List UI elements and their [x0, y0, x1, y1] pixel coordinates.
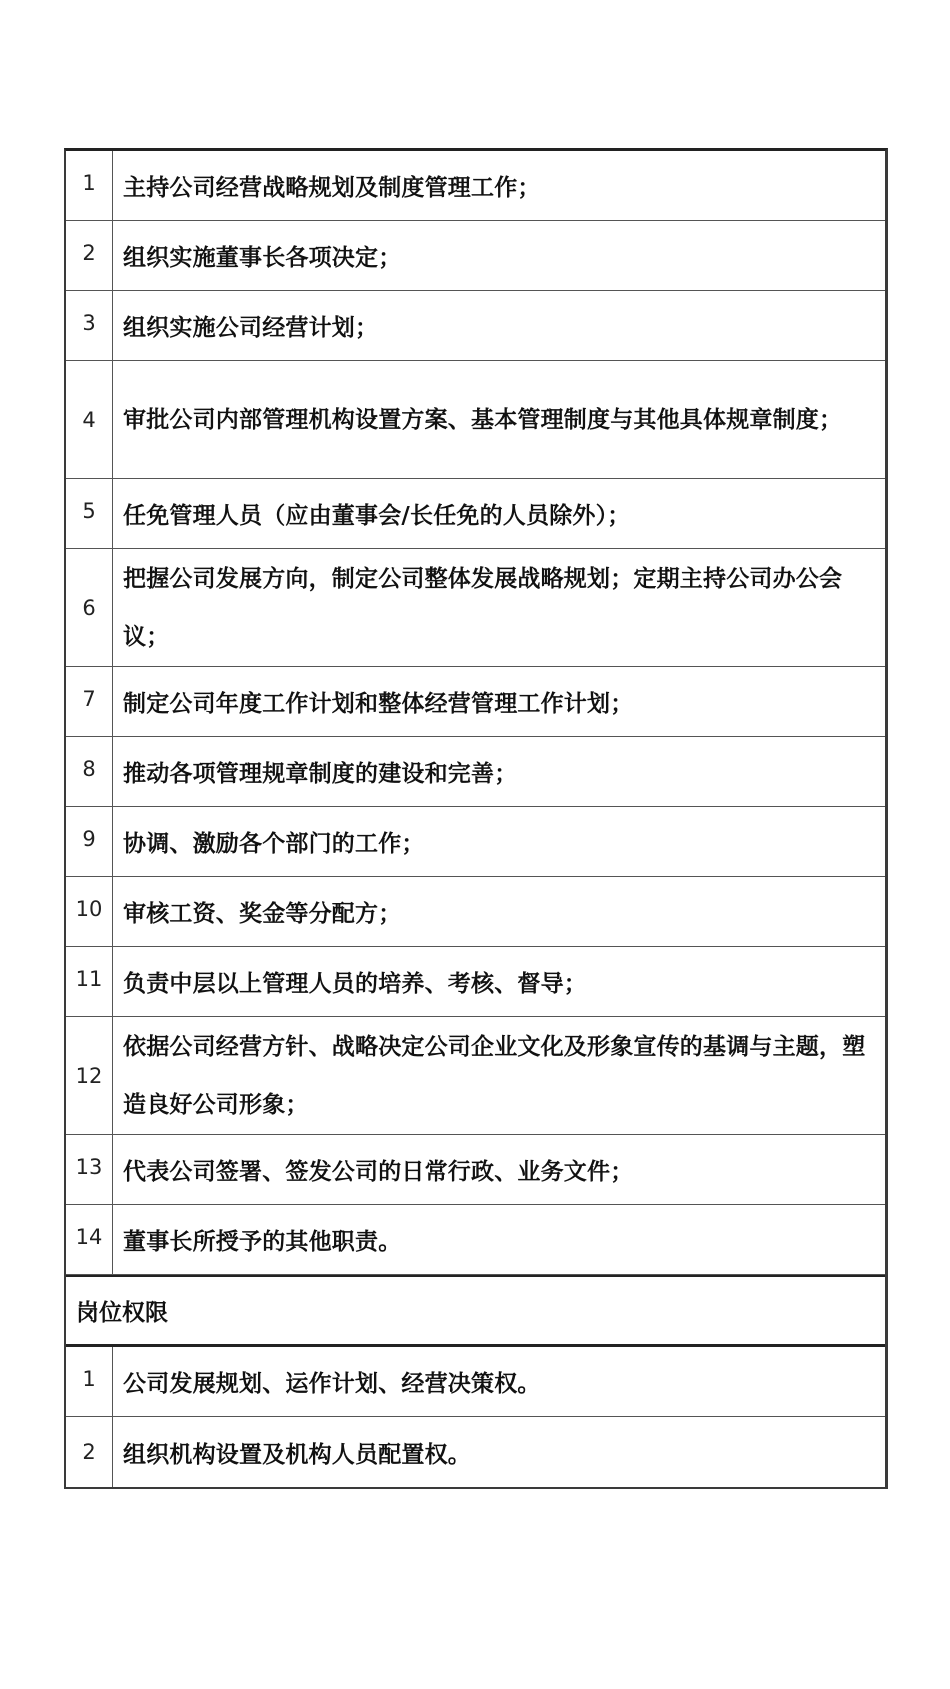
row-number: 2: [66, 1417, 113, 1487]
row-number: 14: [66, 1205, 113, 1274]
row-text: 代表公司签署、签发公司的日常行政、业务文件；: [123, 1159, 634, 1185]
row-number: 5: [66, 479, 113, 548]
row-text: 审核工资、奖金等分配方；: [123, 901, 402, 927]
row-text: 组织实施公司经营计划；: [123, 315, 379, 341]
responsibilities-table: [64, 148, 888, 1489]
row-number: 13: [66, 1135, 113, 1204]
row-number: 1: [66, 151, 113, 220]
table-row: [66, 1347, 885, 1417]
row-text: 主持公司经营战略规划及制度管理工作；: [123, 175, 541, 201]
row-number: 10: [66, 877, 113, 946]
table-row: [66, 877, 885, 947]
table-row: [66, 667, 885, 737]
row-text: 任免管理人员（应由董事会/长任免的人员除外）；: [123, 503, 631, 529]
table-row: [66, 807, 885, 877]
table-row: [66, 291, 885, 361]
table-row: [66, 1417, 885, 1487]
row-number: 12: [66, 1017, 113, 1134]
row-text: 审批公司内部管理机构设置方案、基本管理制度与其他具体规章制度；: [123, 406, 843, 433]
row-number: 6: [66, 549, 113, 666]
table-row: [66, 1205, 885, 1275]
row-text: 组织实施董事长各项决定；: [123, 245, 402, 271]
row-text: 公司发展规划、运作计划、经营决策权。: [123, 1371, 541, 1397]
table-row: [66, 549, 885, 667]
row-number: 8: [66, 737, 113, 806]
row-text: 组织机构设置及机构人员配置权。: [123, 1441, 471, 1468]
row-text: 把握公司发展方向，制定公司整体发展战略规划；定期主持公司办公会议；: [123, 565, 843, 650]
row-number: 2: [66, 221, 113, 290]
table-row: [66, 361, 885, 479]
table-row: [66, 947, 885, 1017]
row-text: 依据公司经营方针、战略决定公司企业文化及形象宣传的基调与主题，塑造良好公司形象；: [123, 1033, 866, 1118]
table-row: [66, 221, 885, 291]
row-number: 9: [66, 807, 113, 876]
row-text: 负责中层以上管理人员的培养、考核、督导；: [123, 971, 587, 997]
row-text: 董事长所授予的其他职责。: [123, 1229, 402, 1255]
row-text: 制定公司年度工作计划和整体经营管理工作计划；: [123, 691, 634, 717]
row-number: 7: [66, 667, 113, 736]
row-number: 11: [66, 947, 113, 1016]
row-number: 1: [66, 1347, 113, 1416]
table-row: [66, 479, 885, 549]
row-text: 推动各项管理规章制度的建设和完善；: [123, 761, 518, 787]
row-text: 协调、激励各个部门的工作；: [123, 831, 425, 857]
row-number: 3: [66, 291, 113, 360]
table-row: [66, 151, 885, 221]
section-heading-authority: 岗位权限: [66, 1275, 885, 1347]
table-row: [66, 1135, 885, 1205]
table-row: [66, 737, 885, 807]
table-row: [66, 1017, 885, 1135]
row-number: 4: [66, 361, 113, 478]
